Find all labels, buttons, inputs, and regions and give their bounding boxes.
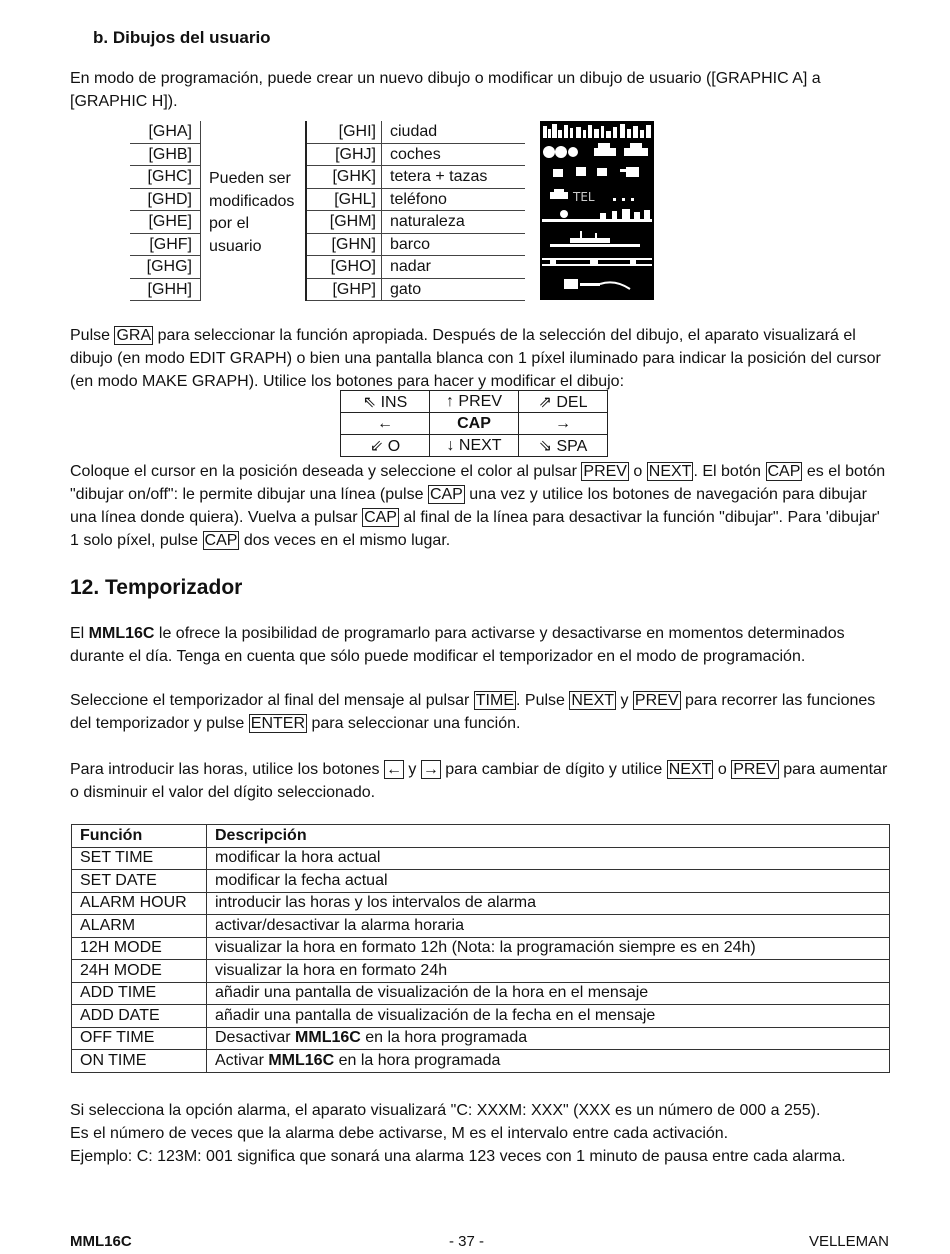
preset-graphic-code: [GHP] bbox=[332, 280, 376, 298]
text: para seleccionar la función apropiada. Después de la selección del dibujo, el aparato visualizará el dibujo (en modo EDIT GRAPH) o bien una pantalla blanca con 1 píxel iluminado para indicar la posición del cursor (en modo MAKE GRAPH). Utilice los botones para hacer y modificar el dibujo: bbox=[70, 327, 881, 390]
section-12-heading: 12. Temporizador bbox=[70, 576, 243, 599]
preset-graphics-image-text: TEL bbox=[573, 190, 595, 204]
key-right: → bbox=[422, 761, 439, 778]
text: Activar bbox=[215, 1051, 269, 1069]
section-b-intro: En modo de programación, puede crear un nuevo dibujo o modificar un dibujo de usuario ([GRAPHIC A] a [GRAPHIC H]). bbox=[70, 70, 821, 110]
timer-select-instructions bbox=[70, 689, 890, 735]
row-rule bbox=[130, 300, 200, 301]
text: Pulse bbox=[70, 327, 115, 344]
key-cap: CAP bbox=[767, 463, 801, 480]
user-graphic-code: [GHE] bbox=[148, 213, 192, 230]
footer-model: MML16C bbox=[70, 1233, 132, 1250]
graphics-divider bbox=[200, 121, 201, 301]
nav-spa: ⇘ SPA bbox=[519, 435, 608, 457]
table-row bbox=[72, 892, 890, 915]
text: y bbox=[616, 692, 633, 709]
nav-del: ⇗ DEL bbox=[519, 391, 608, 413]
function-name: ADD TIME bbox=[72, 982, 207, 1005]
function-description: visualizar la hora en formato 12h (Nota: la programación siempre es en 24h) bbox=[207, 937, 890, 960]
preset-graphic-code: [GHL] bbox=[334, 190, 376, 208]
preset-graphic-code: [GHM] bbox=[329, 213, 376, 230]
nav-o: ⇙ O bbox=[341, 435, 430, 457]
preset-graphic-code: [GHO] bbox=[330, 258, 376, 275]
nav-left: ← bbox=[341, 413, 430, 435]
function-description: modificar la fecha actual bbox=[207, 870, 890, 893]
function-description: modificar la hora actual bbox=[207, 847, 890, 870]
table-row bbox=[72, 982, 890, 1005]
text: le ofrece la posibilidad de programarlo para activarse y desactivarse en momentos determinados durante el día. Tenga en cuenta que sólo puede modificar el temporizador en el modo de programación. bbox=[70, 625, 845, 665]
table-row bbox=[72, 937, 890, 960]
preset-graphics-image bbox=[540, 121, 654, 300]
modifiable-note-line: por el bbox=[209, 215, 250, 232]
preset-graphic-name: teléfono bbox=[390, 190, 447, 208]
text: para aumentar o disminuir el valor del dígito seleccionado. bbox=[70, 761, 888, 801]
text: para recorrer las funciones del temporizador y pulse bbox=[70, 692, 876, 732]
preset-graphic-name: tetera + tazas bbox=[390, 168, 488, 185]
text: es el botón "dibujar on/off": le permite dibujar una línea (pulse bbox=[70, 463, 886, 503]
key-prev: PREV bbox=[733, 761, 777, 778]
function-description bbox=[207, 1050, 890, 1073]
key-enter: ENTER bbox=[250, 715, 305, 732]
table-row bbox=[72, 870, 890, 893]
function-name: ALARM bbox=[72, 915, 207, 938]
user-graphic-code: [GHD] bbox=[147, 190, 192, 208]
table-row bbox=[72, 1027, 890, 1050]
text: Coloque el cursor en la posición deseada y seleccione el color al pulsar bbox=[70, 463, 582, 480]
table-row bbox=[72, 1050, 890, 1073]
key-time: TIME bbox=[475, 692, 514, 709]
text: en la hora programada bbox=[334, 1051, 501, 1069]
text: . Pulse bbox=[516, 692, 570, 709]
function-name: ALARM HOUR bbox=[72, 892, 207, 915]
user-graphic-code: [GHB] bbox=[148, 145, 192, 163]
modifiable-note-line: usuario bbox=[209, 237, 262, 255]
text: y bbox=[403, 761, 421, 778]
model-name: MML16C bbox=[88, 625, 155, 642]
function-name: 12H MODE bbox=[72, 937, 207, 960]
function-description: activar/desactivar la alarma horaria bbox=[207, 915, 890, 938]
model-name: MML16C bbox=[268, 1051, 335, 1069]
preset-graphic-name: nadar bbox=[390, 258, 431, 275]
function-name: ADD DATE bbox=[72, 1005, 207, 1028]
preset-graphic-name: naturaleza bbox=[390, 213, 465, 230]
modifiable-note bbox=[209, 168, 294, 258]
function-name: SET DATE bbox=[72, 870, 207, 893]
preset-graphic-name: barco bbox=[390, 235, 431, 253]
nav-ins: ⇖ INS bbox=[341, 391, 430, 413]
text: dos veces en el mismo lugar. bbox=[239, 532, 451, 549]
text: o bbox=[713, 761, 732, 778]
preset-graphic-code: [GHI] bbox=[338, 123, 376, 140]
user-graphic-code: [GHF] bbox=[149, 235, 192, 253]
graphics-divider bbox=[381, 121, 382, 301]
user-graphic-code: [GHG] bbox=[146, 258, 192, 275]
key-next: NEXT bbox=[668, 761, 712, 778]
alarm-note-line: Ejemplo: C: 123M: 001 significa que sonará una alarma 123 veces con 1 minuto de pausa entre cada alarma. bbox=[70, 1148, 846, 1165]
alarm-note bbox=[70, 1099, 890, 1168]
table-row bbox=[72, 960, 890, 983]
text: para seleccionar una función. bbox=[307, 715, 521, 732]
alarm-note-line: Es el número de veces que la alarma debe activarse, M es el intervalo entre cada activación. bbox=[70, 1125, 729, 1142]
timer-functions-table bbox=[71, 824, 890, 1073]
preset-graphic-code: [GHJ] bbox=[335, 145, 376, 163]
text: al final de la línea para desactivar la función "dibujar". Para 'dibujar' 1 solo píxel, pulse bbox=[70, 509, 880, 549]
user-graphic-code: [GHA] bbox=[148, 123, 192, 140]
graphics-divider bbox=[305, 121, 307, 301]
key-gra: GRA bbox=[116, 327, 152, 344]
table-header-function: Función bbox=[72, 825, 207, 848]
preset-graphic-code: [GHK] bbox=[332, 168, 376, 185]
table-row bbox=[72, 915, 890, 938]
footer-brand: VELLEMAN bbox=[808, 1233, 889, 1250]
graphics-instructions bbox=[70, 324, 890, 393]
function-description: añadir una pantalla de visualización de la hora en el mensaje bbox=[207, 982, 890, 1005]
preset-graphic-name: gato bbox=[390, 280, 422, 298]
text: para cambiar de dígito y utilice bbox=[440, 761, 667, 778]
function-name: ON TIME bbox=[72, 1050, 207, 1073]
timer-intro bbox=[70, 622, 890, 668]
key-cap: CAP bbox=[429, 486, 463, 503]
cursor-instructions bbox=[70, 460, 890, 552]
text: El bbox=[70, 625, 89, 642]
preset-graphic-name: coches bbox=[390, 145, 441, 163]
key-next: NEXT bbox=[571, 692, 615, 709]
navigation-buttons-grid bbox=[340, 390, 608, 457]
user-graphic-code: [GHH] bbox=[147, 280, 192, 298]
function-name: 24H MODE bbox=[72, 960, 207, 983]
user-graphic-code: [GHC] bbox=[147, 168, 192, 185]
nav-right: → bbox=[519, 413, 608, 435]
footer-page-number: - 37 - bbox=[449, 1233, 485, 1250]
preset-graphic-code: [GHN] bbox=[331, 235, 376, 253]
text: Para introducir las horas, utilice los botones bbox=[70, 761, 384, 778]
function-name: OFF TIME bbox=[72, 1027, 207, 1050]
section-b-heading: b. Dibujos del usuario bbox=[93, 28, 271, 47]
modifiable-note-line: Pueden ser bbox=[209, 170, 291, 187]
key-cap: CAP bbox=[204, 532, 238, 549]
text: . El botón bbox=[693, 463, 766, 480]
text: en la hora programada bbox=[360, 1029, 528, 1047]
preset-graphic-name: ciudad bbox=[390, 123, 438, 140]
nav-cap: CAP bbox=[430, 413, 519, 435]
table-header-description: Descripción bbox=[207, 825, 890, 848]
function-description bbox=[207, 1027, 890, 1050]
row-rule bbox=[307, 300, 525, 301]
text: o bbox=[628, 463, 647, 480]
nav-prev: ↑ PREV bbox=[430, 391, 519, 413]
hours-instructions bbox=[70, 758, 890, 804]
model-name: MML16C bbox=[295, 1029, 361, 1047]
modifiable-note-line: modificados bbox=[209, 192, 295, 210]
function-description: añadir una pantalla de visualización de la fecha en el mensaje bbox=[207, 1005, 890, 1028]
nav-next: ↓ NEXT bbox=[430, 435, 519, 457]
function-description: visualizar la hora en formato 24h bbox=[207, 960, 890, 983]
key-prev: PREV bbox=[634, 692, 679, 709]
alarm-note-line: Si selecciona la opción alarma, el aparato visualizará "C: XXXM: XXX" (XXX es un número de 000 a 255). bbox=[70, 1102, 821, 1119]
table-row bbox=[72, 847, 890, 870]
text: una vez y utilice los botones de navegación para dibujar una línea donde quiera). Vuelva a pulsar bbox=[70, 486, 867, 526]
function-name: SET TIME bbox=[72, 847, 207, 870]
key-next: NEXT bbox=[648, 463, 692, 480]
function-description: introducir las horas y los intervalos de alarma bbox=[207, 892, 890, 915]
table-row bbox=[72, 1005, 890, 1028]
key-cap: CAP bbox=[364, 509, 397, 526]
text: Seleccione el temporizador al final del mensaje al pulsar bbox=[70, 692, 474, 709]
text: Desactivar bbox=[215, 1029, 296, 1047]
key-left: ← bbox=[385, 761, 402, 778]
key-prev: PREV bbox=[583, 463, 627, 480]
